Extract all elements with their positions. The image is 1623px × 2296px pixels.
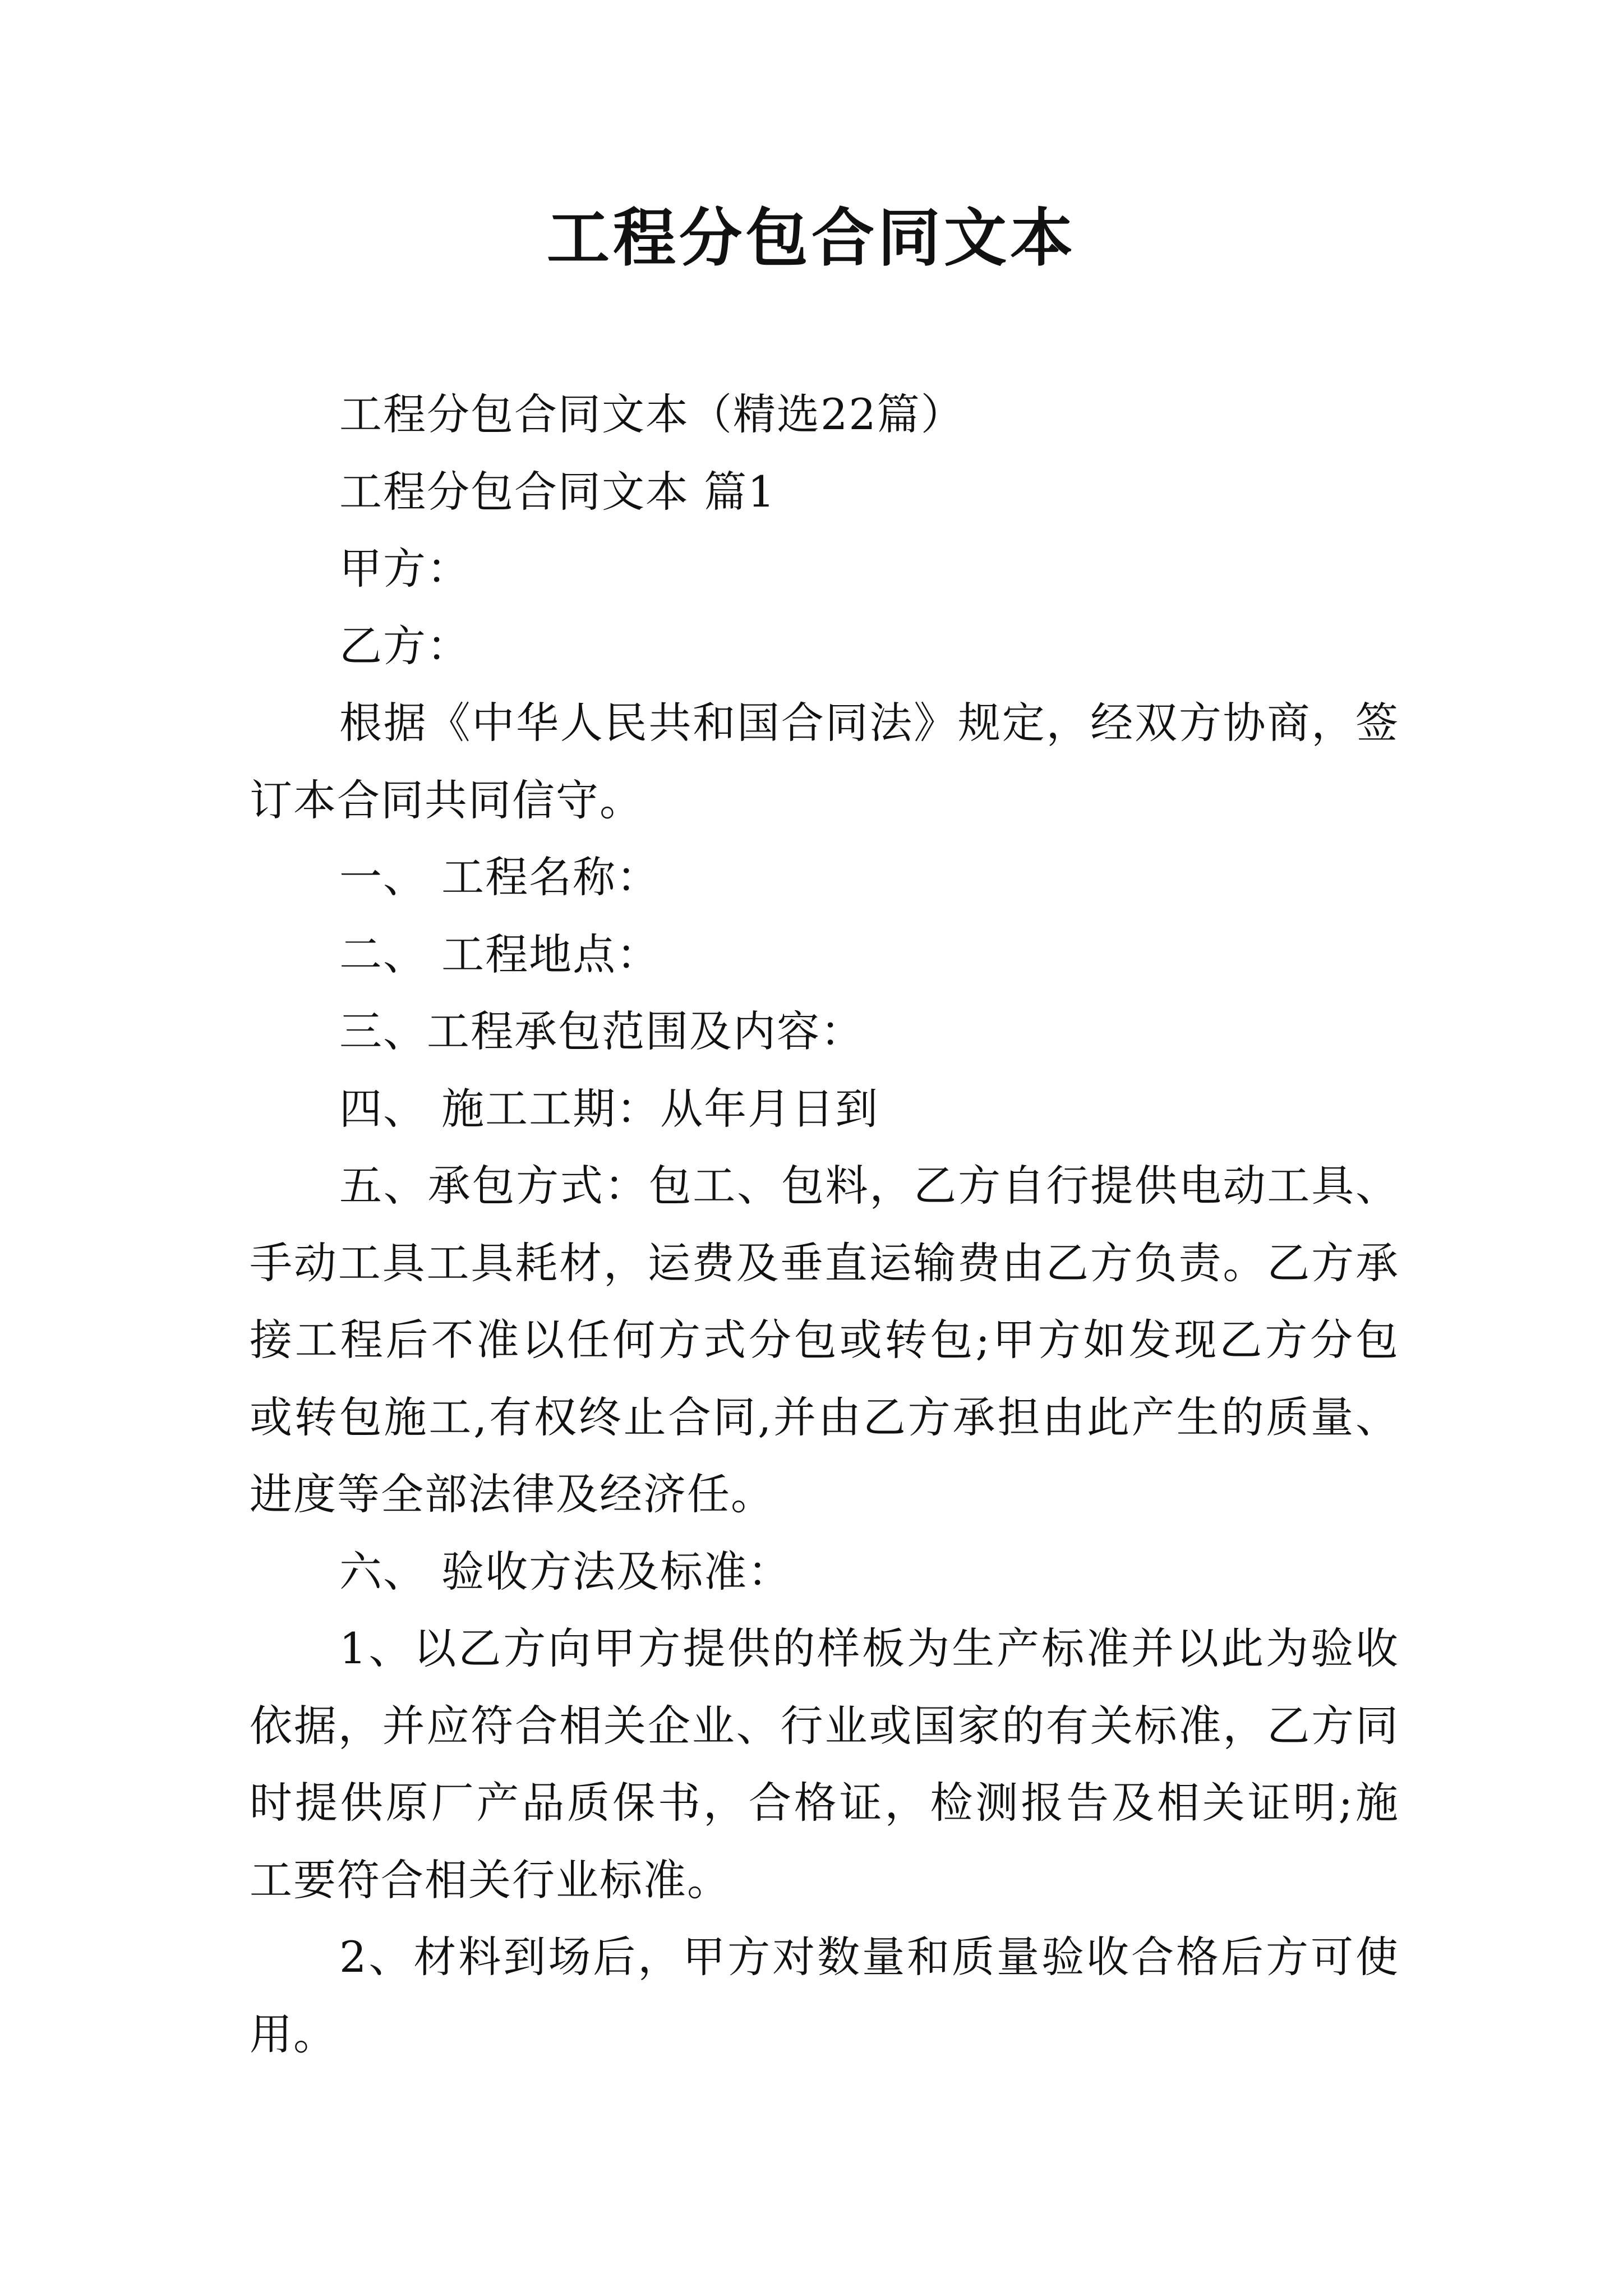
document-body xyxy=(250,376,1399,2073)
paragraph-scope: 三、工程承包范围及内容： xyxy=(339,1006,864,1056)
paragraph-party-b: 乙方： xyxy=(339,620,471,671)
paragraph-schedule: 四、 施工工期：从年月日到 xyxy=(339,1083,879,1134)
document-title: 工程分包合同文本 xyxy=(547,201,1076,275)
paragraph-preamble: 根据《中华人民共和国合同法》规定，经双方协商，签订本合同共同信守。 xyxy=(250,698,1399,825)
paragraph-acceptance-item-2: 2、材料到场后，甲方对数量和质量验收合格后方可使用。 xyxy=(250,1932,1399,2059)
paragraph-party-a: 甲方： xyxy=(339,544,471,593)
paragraph-project-location: 二、 工程地点： xyxy=(339,929,661,979)
paragraph-acceptance-heading: 六、 验收方法及标准： xyxy=(339,1546,792,1596)
paragraph-subtitle: 工程分包合同文本（精选22篇） xyxy=(339,389,965,439)
paragraph-section-heading: 工程分包合同文本 篇1 xyxy=(339,466,776,517)
paragraph-acceptance-item-1: 1、以乙方向甲方提供的样板为生产标准并以此为验收依据，并应符合相关企业、行业或国家的有关标准，乙方同时提供原厂产品质保书，合格证，检测报告及相关证明;施工要符合相关行业标准。 xyxy=(250,1623,1399,1905)
paragraph-project-name: 一、 工程名称： xyxy=(339,852,661,902)
paragraph-contract-method: 五、承包方式：包工、包料，乙方自行提供电动工具、手动工具工具耗材，运费及垂直运输费由乙方负责。乙方承接工程后不准以任何方式分包或转包;甲方如发现乙方分包或转包施工,有权终止合同,并由乙方承担由此产生的质量、进度等全部法律及经济任。 xyxy=(250,1161,1399,1519)
